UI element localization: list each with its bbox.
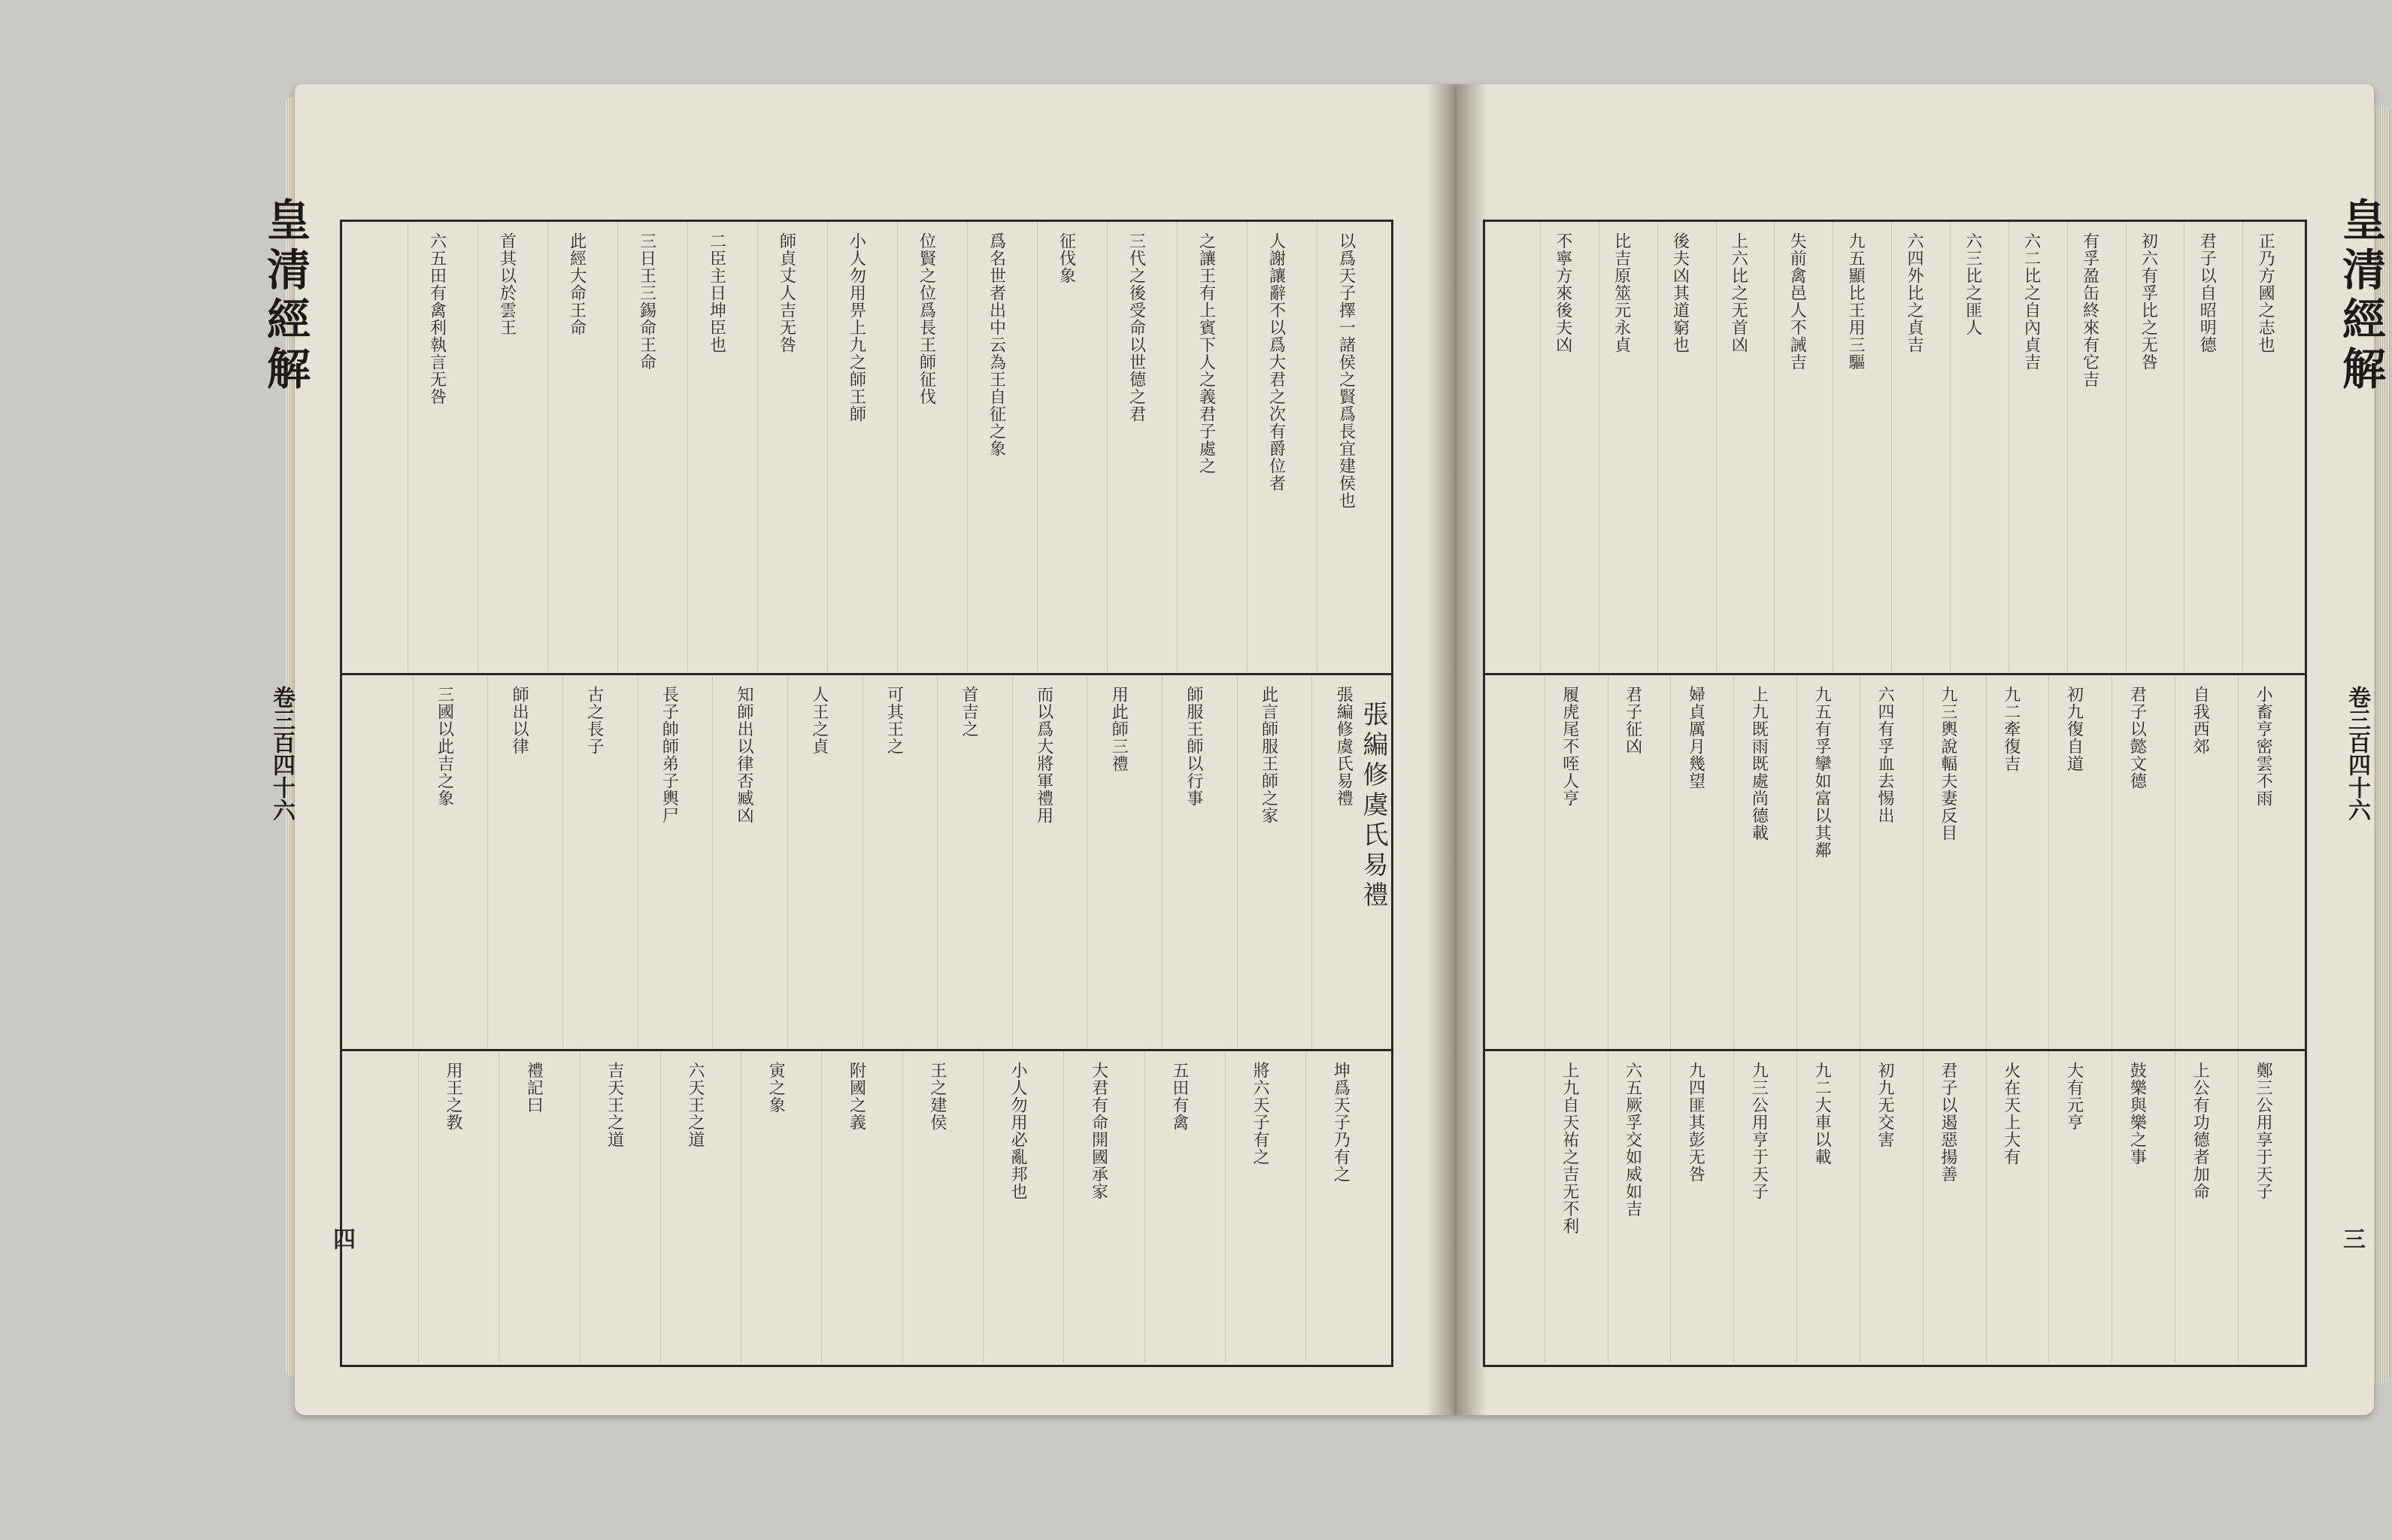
- right-middle-column-rule: [2048, 675, 2049, 1049]
- left-bottom-column-rule: [660, 1051, 661, 1363]
- left-middle-column: 此言師服王師之家: [1259, 686, 1278, 824]
- left-top-column-rule: [827, 222, 828, 673]
- left-top-column: 人謝讓辭不以爲大君之次有爵位者: [1266, 232, 1286, 492]
- left-text-frame: [340, 220, 1393, 1367]
- left-middle-column-rule: [937, 675, 938, 1049]
- right-top-column: 初六有孚比之无咎: [2139, 232, 2158, 371]
- left-middle-column: 人王之貞: [809, 686, 829, 755]
- left-top-column-rule: [687, 222, 688, 673]
- left-bottom-column: 吉天王之道: [605, 1062, 624, 1148]
- right-top-column: 九五顯比王用三驅: [1846, 232, 1866, 371]
- right-middle-column-rule: [1733, 675, 1734, 1049]
- right-top-column: 有孚盈缶終來有它吉: [2080, 232, 2099, 388]
- right-top-column: 不寧方來後夫凶: [1553, 232, 1572, 353]
- left-middle-column: 古之長子: [584, 686, 604, 755]
- left-middle-column-rule: [487, 675, 488, 1049]
- right-top-column: 君子以自昭明德: [2197, 232, 2217, 353]
- left-bottom-column-rule: [902, 1051, 903, 1363]
- left-top-column: 此經大命王命: [567, 232, 587, 336]
- left-top-column: 三代之後受命以世德之君: [1126, 232, 1146, 423]
- right-top-column-rule: [1950, 222, 1951, 673]
- left-middle-column-rule: [1311, 675, 1312, 1049]
- left-middle-column: 師服王師以行事: [1184, 686, 1203, 807]
- left-bottom-band: [342, 1051, 1391, 1363]
- left-middle-column-rule: [712, 675, 713, 1049]
- left-bottom-column-rule: [1144, 1051, 1145, 1363]
- right-bottom-column-rule: [2048, 1051, 2049, 1363]
- left-bottom-column-rule: [580, 1051, 581, 1363]
- left-middle-column: 長子帥師弟子輿尸: [659, 686, 679, 824]
- left-top-column-rule: [1177, 222, 1178, 673]
- right-middle-column: 六四有孚血去惕出: [1875, 686, 1894, 824]
- left-top-column: 位賢之位爲長王師征伐: [917, 232, 936, 405]
- right-bottom-column-rule: [1733, 1051, 1734, 1363]
- right-top-column: 正乃方國之志也: [2256, 232, 2275, 353]
- left-middle-column: 而以爲大將軍禮用: [1034, 686, 1054, 824]
- left-middle-column: 首吉之: [959, 686, 978, 738]
- right-middle-band: [1485, 675, 2305, 1049]
- left-bottom-column: 六天王之道: [685, 1062, 705, 1148]
- left-bottom-column: 用王之教: [443, 1062, 462, 1131]
- left-bottom-column-rule: [821, 1051, 822, 1363]
- right-top-column: 比吉原筮元永貞: [1611, 232, 1631, 353]
- right-middle-column: 小畜亨密雲不雨: [2254, 686, 2273, 807]
- left-top-column: 六五田有禽利執言无咎: [427, 232, 447, 405]
- left-middle-column: 師出以律: [510, 686, 529, 755]
- right-bottom-column: 九四匪其彭无咎: [1686, 1062, 1705, 1183]
- left-bottom-column: 將六天子有之: [1251, 1062, 1270, 1166]
- right-bottom-band: [1485, 1051, 2305, 1363]
- right-top-column: 失前禽邑人不誡吉: [1787, 232, 1807, 371]
- right-bottom-column: 鄭三公用享于天子: [2254, 1062, 2273, 1200]
- left-middle-column-rule: [1237, 675, 1238, 1049]
- right-bottom-column: 上九自天祐之吉无不利: [1560, 1062, 1579, 1235]
- left-top-column-rule: [967, 222, 968, 673]
- left-middle-column: 可其王之: [884, 686, 904, 755]
- right-middle-column: 君子以懿文德: [2127, 686, 2147, 790]
- right-top-column-rule: [1657, 222, 1658, 673]
- left-folio-number: 四: [329, 1227, 355, 1250]
- left-bottom-column-rule: [1305, 1051, 1306, 1363]
- left-middle-column: 用此師三禮: [1109, 686, 1129, 772]
- right-side-title: 皇清經解: [2335, 197, 2386, 396]
- right-middle-column: 九五有孚攣如富以其鄰: [1812, 686, 1832, 859]
- right-middle-column-rule: [1923, 675, 1924, 1049]
- left-top-column-rule: [897, 222, 898, 673]
- right-bottom-column: 初九无交害: [1875, 1062, 1894, 1148]
- left-middle-column: 張編修虞氏易禮: [1334, 686, 1354, 807]
- right-middle-column: 上九既雨既處尚德載: [1749, 686, 1769, 841]
- right-bottom-column: 九二大車以載: [1812, 1062, 1832, 1166]
- left-side-volume: 卷三百四十六: [268, 686, 295, 821]
- right-bottom-column: 大有元亨: [2064, 1062, 2084, 1131]
- left-middle-column-rule: [562, 675, 563, 1049]
- right-bottom-column: 君子以遏惡揚善: [1938, 1062, 1957, 1183]
- right-bottom-column-rule: [1796, 1051, 1797, 1363]
- right-page: [1457, 84, 2386, 1415]
- right-top-column-rule: [1716, 222, 1717, 673]
- right-bottom-column: 鼓樂與樂之事: [2127, 1062, 2147, 1166]
- right-folio-number: 三: [2339, 1227, 2365, 1250]
- left-bottom-column: 寅之象: [766, 1062, 786, 1114]
- right-text-frame: [1483, 220, 2307, 1367]
- left-bottom-column: 坤爲天子乃有之: [1331, 1062, 1351, 1183]
- left-middle-column: 三國以此吉之象: [435, 686, 454, 807]
- right-bottom-column-rule: [1670, 1051, 1671, 1363]
- left-top-column-rule: [617, 222, 618, 673]
- left-top-column: 以爲天子擇一諸侯之賢爲長宜建侯也: [1336, 232, 1356, 509]
- right-top-column-rule: [2008, 222, 2009, 673]
- right-middle-column-rule: [1670, 675, 1671, 1049]
- right-top-column: 六二比之自內貞吉: [2021, 232, 2041, 371]
- left-top-column: 小人勿用畀上九之師王師: [847, 232, 866, 423]
- left-middle-column-rule: [1012, 675, 1013, 1049]
- right-bottom-column: 九三公用亨于天子: [1749, 1062, 1769, 1200]
- right-middle-column: 九三輿說輻夫妻反目: [1938, 686, 1957, 841]
- author-credit: 張編修虞氏易禮: [1358, 701, 1388, 911]
- left-middle-column-rule: [413, 675, 414, 1049]
- left-top-column: 三日王三錫命王命: [637, 232, 656, 371]
- right-top-column-rule: [2126, 222, 2127, 673]
- left-top-column-rule: [477, 222, 478, 673]
- right-bottom-column: 火在天上大有: [2001, 1062, 2021, 1166]
- right-top-column-rule: [2067, 222, 2068, 673]
- left-top-column-rule: [1107, 222, 1108, 673]
- left-middle-band: [342, 675, 1391, 1049]
- left-bottom-column: 附國之義: [847, 1062, 866, 1131]
- right-middle-column: 自我西郊: [2190, 686, 2210, 755]
- right-middle-column-rule: [1796, 675, 1797, 1049]
- left-top-column-rule: [1247, 222, 1248, 673]
- right-bottom-column: 上公有功德者加命: [2190, 1062, 2210, 1200]
- right-middle-column: 婦貞厲月幾望: [1686, 686, 1705, 790]
- right-bottom-column-rule: [1986, 1051, 1987, 1363]
- left-side-title: 皇清經解: [259, 197, 311, 396]
- right-top-band: [1485, 222, 2305, 673]
- right-top-column: 後夫凶其道窮也: [1670, 232, 1690, 353]
- right-middle-column-rule: [1986, 675, 1987, 1049]
- left-bottom-column-rule: [1063, 1051, 1064, 1363]
- left-bottom-column-rule: [983, 1051, 984, 1363]
- right-bottom-column-rule: [1923, 1051, 1924, 1363]
- right-top-column: 六四外比之貞吉: [1904, 232, 1924, 353]
- right-bottom-column: 六五厥孚交如威如吉: [1623, 1062, 1642, 1217]
- left-top-column-rule: [1037, 222, 1038, 673]
- right-middle-column: 九二牽復吉: [2001, 686, 2021, 772]
- right-bottom-column-rule: [2238, 1051, 2239, 1363]
- left-top-column: 爲名世者出中云為王自征之象: [987, 232, 1006, 457]
- left-middle-column-rule: [1162, 675, 1163, 1049]
- left-bottom-column: 大君有命開國承家: [1089, 1062, 1108, 1200]
- left-bottom-column-rule: [1225, 1051, 1226, 1363]
- left-top-column: 首其以於雲王: [497, 232, 517, 336]
- left-bottom-column: 禮記曰: [524, 1062, 544, 1114]
- left-top-column: 二臣主日坤臣也: [707, 232, 726, 353]
- left-top-column: 之讓王有上賓下人之義君子處之: [1196, 232, 1216, 474]
- left-top-column: 師貞丈人吉无咎: [777, 232, 796, 353]
- left-top-column-rule: [547, 222, 548, 673]
- right-top-column: 六三比之匪人: [1963, 232, 1982, 336]
- left-top-column: 征伐象: [1057, 232, 1076, 284]
- right-side-volume: 卷三百四十六: [2344, 686, 2370, 821]
- left-page: [259, 84, 1457, 1415]
- right-middle-column: 君子征凶: [1623, 686, 1642, 755]
- right-top-column: 上六比之无首凶: [1729, 232, 1748, 353]
- left-bottom-column: 王之建侯: [927, 1062, 947, 1131]
- left-bottom-column-rule: [418, 1051, 419, 1363]
- right-top-column-rule: [1891, 222, 1892, 673]
- left-bottom-column: 小人勿用必亂邦也: [1008, 1062, 1028, 1200]
- left-middle-column: 知師出以律否臧凶: [735, 686, 754, 824]
- left-bottom-column: 五田有禽: [1169, 1062, 1189, 1131]
- right-top-column-rule: [2242, 222, 2243, 673]
- right-middle-column-rule: [2238, 675, 2239, 1049]
- right-top-column-rule: [1774, 222, 1775, 673]
- open-book: [259, 84, 2386, 1415]
- left-middle-column-rule: [787, 675, 788, 1049]
- left-top-band: [342, 222, 1391, 673]
- book-gutter: [1426, 84, 1487, 1415]
- right-middle-column: 履虎尾不咥人亨: [1560, 686, 1579, 807]
- right-top-column-rule: [1540, 222, 1541, 673]
- right-middle-column: 初九復自道: [2064, 686, 2084, 772]
- left-top-column-rule: [757, 222, 758, 673]
